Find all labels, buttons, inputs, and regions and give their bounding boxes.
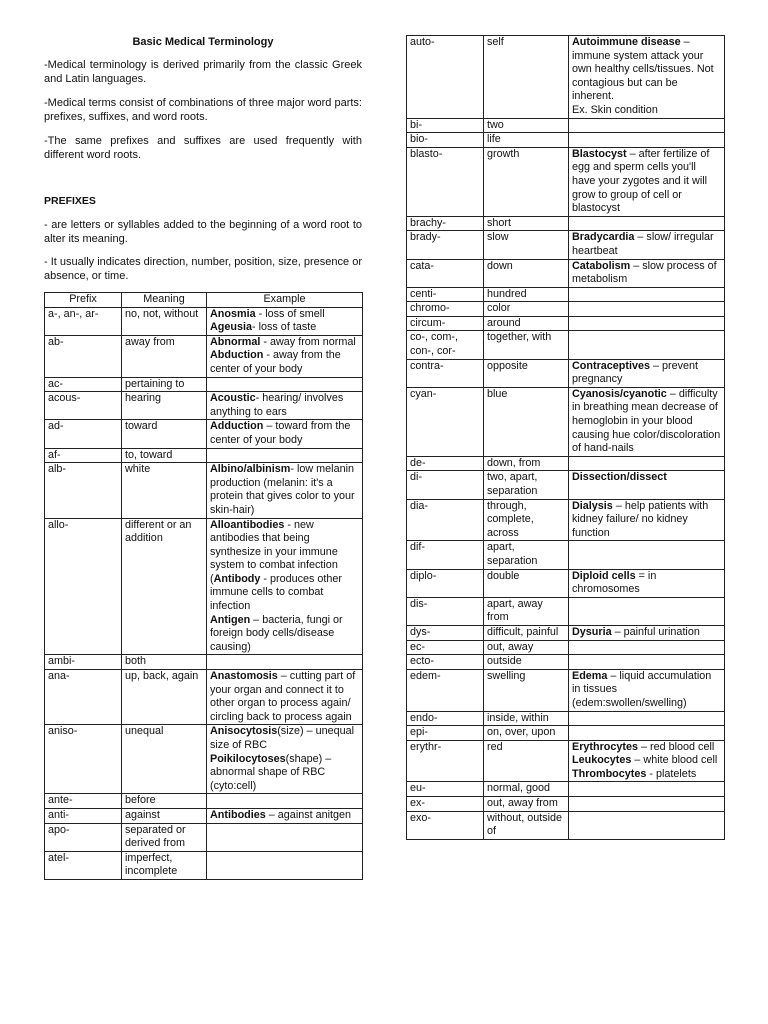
- table-row: [407, 147, 725, 216]
- example-term: Dissection/dissect: [572, 471, 667, 484]
- meaning-cell: self: [484, 36, 569, 119]
- example-cell: [569, 231, 725, 259]
- example-cell: [207, 335, 363, 377]
- prefix-cell: allo-: [45, 518, 122, 655]
- example-term: Albino/albinism: [210, 463, 291, 476]
- prefix-cell: alb-: [45, 463, 122, 518]
- meaning-cell: no, not, without: [122, 307, 207, 335]
- meaning-cell: two: [484, 118, 569, 133]
- meaning-cell: difficult, painful: [484, 625, 569, 640]
- example-cell: [569, 147, 725, 216]
- example-term: Antigen: [210, 613, 251, 626]
- prefix-cell: cata-: [407, 259, 484, 287]
- meaning-cell: opposite: [484, 359, 569, 387]
- prefix-cell: ac-: [45, 377, 122, 392]
- table-row: [45, 448, 363, 463]
- example-cell: [569, 640, 725, 655]
- example-cell: [569, 811, 725, 839]
- example-cell: [569, 36, 725, 119]
- prefix-cell: apo-: [45, 823, 122, 851]
- example-text: – toward from the center of your body: [210, 420, 351, 446]
- table-row: [407, 36, 725, 119]
- example-cell: [569, 118, 725, 133]
- example-term: Antibody: [213, 572, 261, 585]
- table-row: [407, 541, 725, 569]
- example-cell: [569, 287, 725, 302]
- example-text: – against anitgen: [265, 808, 352, 821]
- example-term: Anisocytosis: [210, 725, 278, 738]
- example-term: Anastomosis: [210, 670, 278, 683]
- meaning-cell: down: [484, 259, 569, 287]
- table-row: [45, 335, 363, 377]
- example-cell: [569, 625, 725, 640]
- example-text: – help patients with kidney failure/ no kidney function: [572, 499, 709, 539]
- example-cell: [569, 302, 725, 317]
- prefix-cell: ante-: [45, 794, 122, 809]
- meaning-cell: on, over, upon: [484, 726, 569, 741]
- prefix-cell: co-, com-, con-, cor-: [407, 331, 484, 359]
- meaning-cell: growth: [484, 147, 569, 216]
- prefix-cell: ambi-: [45, 655, 122, 670]
- example-text: – red blood cell: [638, 740, 715, 753]
- table-row: [407, 640, 725, 655]
- example-text: - new antibodies that being synthesize in your immune system to combat infection (: [210, 518, 338, 585]
- table-row: [45, 377, 363, 392]
- table-row: [407, 259, 725, 287]
- table-row: [407, 331, 725, 359]
- example-term: Diploid cells: [572, 569, 636, 582]
- prefix-cell: dis-: [407, 597, 484, 625]
- example-text: - platelets: [646, 767, 697, 780]
- example-text: - away from normal: [260, 335, 356, 348]
- prefix-cell: de-: [407, 456, 484, 471]
- example-term: Abduction: [210, 349, 264, 362]
- meaning-cell: outside: [484, 655, 569, 670]
- table-row: [407, 655, 725, 670]
- prefix-cell: eu-: [407, 782, 484, 797]
- header-example: Example: [207, 293, 363, 308]
- example-text: - loss of taste: [252, 321, 317, 334]
- header-prefix: Prefix: [45, 293, 122, 308]
- table-row: [407, 359, 725, 387]
- table-row: [45, 851, 363, 879]
- prefix-cell: blasto-: [407, 147, 484, 216]
- meaning-cell: before: [122, 794, 207, 809]
- prefix-cell: anti-: [45, 808, 122, 823]
- example-cell: [569, 471, 725, 499]
- example-term: Erythrocytes: [572, 740, 639, 753]
- example-term: Cyanosis/cyanotic: [572, 387, 667, 400]
- example-text: – bacteria, fungi or foreign body cells/disease causing): [210, 613, 343, 653]
- example-cell: [569, 655, 725, 670]
- table-row: [407, 625, 725, 640]
- table-row: [45, 794, 363, 809]
- example-cell: [207, 377, 363, 392]
- prefix-cell: edem-: [407, 669, 484, 711]
- example-cell: [569, 316, 725, 331]
- example-cell: [569, 133, 725, 148]
- example-text: – slow process of metabolism: [572, 259, 717, 286]
- meaning-cell: away from: [122, 335, 207, 377]
- example-term: Alloantibodies: [210, 518, 285, 531]
- meaning-cell: unequal: [122, 725, 207, 794]
- prefix-cell: centi-: [407, 287, 484, 302]
- table-row: [45, 392, 363, 420]
- example-text: (size) – unequal size of RBC: [210, 725, 355, 751]
- example-cell: [207, 518, 363, 655]
- table-row: [407, 216, 725, 231]
- example-text: – after fertilize of egg and sperm cells you'll have your zygotes and it will grow to group of cell or blastocyst: [572, 147, 710, 215]
- prefix-cell: erythr-: [407, 740, 484, 782]
- example-cell: [569, 711, 725, 726]
- meaning-cell: hundred: [484, 287, 569, 302]
- table-row: [45, 518, 363, 655]
- example-term: Ageusia: [210, 321, 253, 334]
- prefix-cell: di-: [407, 471, 484, 499]
- example-cell: [569, 456, 725, 471]
- prefix-cell: bio-: [407, 133, 484, 148]
- example-text: – liquid accumulation in tissues (edem:swollen/swelling): [572, 669, 712, 709]
- prefix-table-left: [44, 292, 363, 880]
- prefix-cell: af-: [45, 448, 122, 463]
- table-row: [407, 797, 725, 812]
- example-cell: [207, 420, 363, 448]
- prefix-cell: atel-: [45, 851, 122, 879]
- table-row: [407, 569, 725, 597]
- example-term: Blastocyst: [572, 147, 627, 160]
- example-cell: [207, 307, 363, 335]
- example-term: Edema: [572, 669, 608, 682]
- table-row: [45, 463, 363, 518]
- table-row: [407, 231, 725, 259]
- table-row: [45, 655, 363, 670]
- example-cell: [569, 669, 725, 711]
- table-row: [407, 387, 725, 456]
- prefix-cell: ecto-: [407, 655, 484, 670]
- example-term: Adduction: [210, 420, 264, 433]
- prefix-cell: aniso-: [45, 725, 122, 794]
- example-cell: [569, 359, 725, 387]
- table-row: [407, 669, 725, 711]
- example-cell: [207, 725, 363, 794]
- meaning-cell: short: [484, 216, 569, 231]
- intro-paragraph: -Medical terminology is derived primarily from the classic Greek and Latin languages.: [44, 59, 362, 85]
- meaning-cell: up, back, again: [122, 670, 207, 725]
- example-term: Contraceptives: [572, 359, 651, 372]
- example-term: Leukocytes: [572, 754, 632, 767]
- meaning-cell: imperfect, incomplete: [122, 851, 207, 879]
- example-text: Ex. Skin condition: [572, 103, 658, 116]
- table-row: [407, 782, 725, 797]
- example-cell: [569, 216, 725, 231]
- prefix-cell: acous-: [45, 392, 122, 420]
- table-row: [45, 823, 363, 851]
- prefix-table-right: [406, 35, 725, 840]
- example-cell: [569, 797, 725, 812]
- table-row: [407, 302, 725, 317]
- section-paragraph: - are letters or syllables added to the beginning of a word root to alter its meaning.: [44, 219, 362, 245]
- example-term: Dialysis: [572, 499, 613, 512]
- meaning-cell: through, complete, across: [484, 499, 569, 541]
- example-term: Thrombocytes: [572, 767, 647, 780]
- prefix-cell: contra-: [407, 359, 484, 387]
- example-text: – slow/ irregular heartbeat: [572, 231, 714, 257]
- page-title: Basic Medical Terminology: [132, 36, 274, 48]
- meaning-cell: out, away from: [484, 797, 569, 812]
- example-cell: [207, 670, 363, 725]
- prefix-cell: a-, an-, ar-: [45, 307, 122, 335]
- table-row: [45, 725, 363, 794]
- meaning-cell: red: [484, 740, 569, 782]
- prefix-cell: epi-: [407, 726, 484, 741]
- meaning-cell: both: [122, 655, 207, 670]
- example-text: – difficulty in breathing mean decrease of hemoglobin in your blood causing hue color/discoloration of hand-nails: [572, 387, 721, 455]
- example-text: – white blood cell: [631, 754, 718, 767]
- meaning-cell: blue: [484, 387, 569, 456]
- example-cell: [569, 499, 725, 541]
- example-cell: [569, 726, 725, 741]
- meaning-cell: toward: [122, 420, 207, 448]
- example-cell: [207, 794, 363, 809]
- example-text: – cutting part of your organ and connect it to other organ to process again/ circling back to process again: [210, 670, 356, 723]
- prefix-cell: endo-: [407, 711, 484, 726]
- meaning-cell: different or an addition: [122, 518, 207, 655]
- prefix-cell: diplo-: [407, 569, 484, 597]
- example-cell: [207, 808, 363, 823]
- example-cell: [569, 740, 725, 782]
- example-text: - away from the center of your body: [210, 349, 341, 375]
- prefix-cell: brady-: [407, 231, 484, 259]
- meaning-cell: separated or derived from: [122, 823, 207, 851]
- prefix-cell: exo-: [407, 811, 484, 839]
- prefix-cell: dys-: [407, 625, 484, 640]
- table-row: [45, 808, 363, 823]
- example-cell: [207, 463, 363, 518]
- prefix-cell: chromo-: [407, 302, 484, 317]
- example-term: Catabolism: [572, 259, 631, 272]
- table-row: [407, 316, 725, 331]
- prefix-cell: ana-: [45, 670, 122, 725]
- example-term: Acoustic: [210, 392, 256, 405]
- table-row: [407, 118, 725, 133]
- section-paragraph: - It usually indicates direction, number, position, size, presence or absence, or time.: [44, 256, 362, 282]
- intro-paragraph: -Medical terms consist of combinations of three major word parts: prefixes, suffixes, and word roots.: [44, 97, 362, 123]
- table-header-row: [45, 293, 363, 308]
- prefix-cell: ex-: [407, 797, 484, 812]
- example-cell: [569, 597, 725, 625]
- example-term: Bradycardia: [572, 231, 635, 244]
- meaning-cell: two, apart, separation: [484, 471, 569, 499]
- header-meaning: Meaning: [122, 293, 207, 308]
- example-term: Dysuria: [572, 625, 612, 638]
- table-row: [407, 711, 725, 726]
- meaning-cell: together, with: [484, 331, 569, 359]
- meaning-cell: swelling: [484, 669, 569, 711]
- example-term: Antibodies: [210, 808, 266, 821]
- table-row: [407, 287, 725, 302]
- prefix-cell: dia-: [407, 499, 484, 541]
- example-text: – prevent pregnancy: [572, 359, 699, 386]
- table-row: [407, 133, 725, 148]
- meaning-cell: double: [484, 569, 569, 597]
- example-cell: [569, 782, 725, 797]
- prefix-cell: bi-: [407, 118, 484, 133]
- meaning-cell: color: [484, 302, 569, 317]
- example-term: Anosmia: [210, 307, 256, 320]
- table-row: [45, 307, 363, 335]
- meaning-cell: apart, separation: [484, 541, 569, 569]
- meaning-cell: against: [122, 808, 207, 823]
- meaning-cell: white: [122, 463, 207, 518]
- example-cell: [207, 392, 363, 420]
- example-text: (shape) – abnormal shape of RBC (cyto:cell): [210, 752, 332, 792]
- example-cell: [207, 851, 363, 879]
- meaning-cell: to, toward: [122, 448, 207, 463]
- table-row: [407, 811, 725, 839]
- example-cell: [569, 331, 725, 359]
- meaning-cell: hearing: [122, 392, 207, 420]
- example-cell: [569, 387, 725, 456]
- meaning-cell: down, from: [484, 456, 569, 471]
- example-text: - loss of smell: [255, 307, 325, 320]
- meaning-cell: slow: [484, 231, 569, 259]
- meaning-cell: pertaining to: [122, 377, 207, 392]
- prefix-cell: circum-: [407, 316, 484, 331]
- example-term: Abnormal: [210, 335, 261, 348]
- table-row: [45, 670, 363, 725]
- example-text: - hearing/ involves anything to ears: [210, 392, 344, 418]
- prefix-cell: dif-: [407, 541, 484, 569]
- example-text: = in chromosomes: [572, 569, 657, 596]
- example-term: Autoimmune disease: [572, 36, 681, 48]
- prefix-cell: cyan-: [407, 387, 484, 456]
- example-term: Poikilocytoses: [210, 752, 286, 765]
- table-row: [407, 456, 725, 471]
- table-row: [407, 499, 725, 541]
- example-cell: [569, 541, 725, 569]
- prefix-cell: ec-: [407, 640, 484, 655]
- meaning-cell: normal, good: [484, 782, 569, 797]
- intro-paragraph: -The same prefixes and suffixes are used frequently with different word roots.: [44, 135, 362, 161]
- meaning-cell: life: [484, 133, 569, 148]
- example-text: - low melanin production (melanin: it's a protein that gives color to your skin-hair): [210, 463, 355, 516]
- example-cell: [207, 823, 363, 851]
- section-heading: PREFIXES: [44, 195, 96, 207]
- prefix-cell: ab-: [45, 335, 122, 377]
- meaning-cell: without, outside of: [484, 811, 569, 839]
- table-row: [407, 597, 725, 625]
- prefix-cell: ad-: [45, 420, 122, 448]
- prefix-cell: brachy-: [407, 216, 484, 231]
- meaning-cell: apart, away from: [484, 597, 569, 625]
- prefix-cell: auto-: [407, 36, 484, 119]
- meaning-cell: out, away: [484, 640, 569, 655]
- meaning-cell: around: [484, 316, 569, 331]
- example-cell: [207, 655, 363, 670]
- table-row: [45, 420, 363, 448]
- meaning-cell: inside, within: [484, 711, 569, 726]
- example-text: – immune system attack your own healthy cells/tissues. Not contagious but can be inherent.: [572, 36, 714, 103]
- example-text: - produces other immune cells to combat infection: [210, 572, 343, 613]
- example-cell: [569, 569, 725, 597]
- example-cell: [207, 448, 363, 463]
- table-row: [407, 740, 725, 782]
- table-row: [407, 471, 725, 499]
- example-text: – painful urination: [611, 625, 700, 638]
- table-row: [407, 726, 725, 741]
- example-cell: [569, 259, 725, 287]
